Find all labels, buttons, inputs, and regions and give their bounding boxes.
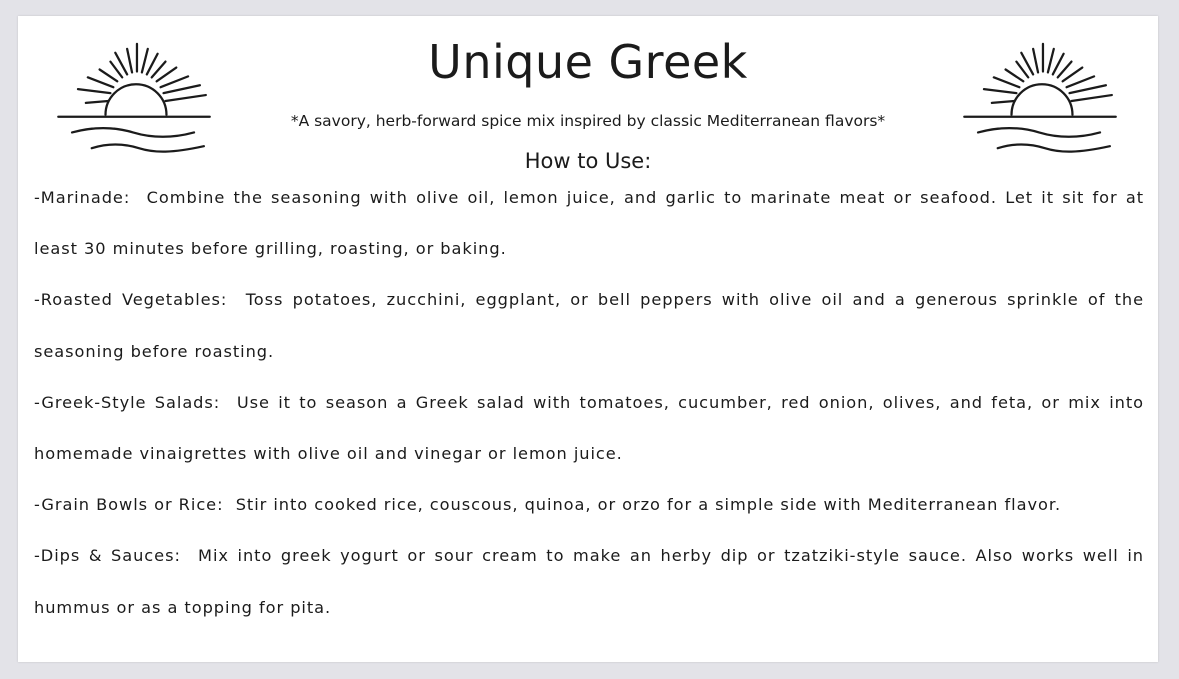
step-text: Stir into cooked rice, couscous, quinoa, or orzo for a simple side with Mediterranean flavor. (235, 495, 1062, 515)
step-text: Toss potatoes, zucchini, eggplant, or bell peppers with olive oil and a generous sprinkle of the seasoning before roasting. (34, 290, 1144, 361)
step-text: Combine the seasoning with olive oil, lemon juice, and garlic to marinate meat or seafood. Let it sit for at least 30 minutes before grilling, roasting, or baking. (34, 188, 1144, 259)
step-text: Use it to season a Greek salad with tomatoes, cucumber, red onion, olives, and feta, or mix into homemade vinaigrettes with olive oil and vinegar or lemon juice. (34, 392, 1145, 464)
step-grain-bowls (34, 479, 1144, 530)
step-label: -Grain Bowls or Rice: (34, 495, 236, 515)
step-marinade (34, 172, 1144, 274)
page-title: Unique Greek (428, 35, 748, 89)
recipe-card (18, 16, 1158, 662)
step-label: -Dips & Sauces: (34, 546, 199, 566)
step-label: -Roasted Vegetables: (34, 290, 246, 310)
how-to-heading: How to Use: (524, 149, 652, 173)
step-greek-style-salads (34, 377, 1144, 479)
step-dips-sauces (34, 530, 1144, 632)
usage-list (34, 172, 1144, 633)
step-label: -Marinade: (34, 188, 147, 207)
tagline: *A savory, herb-forward spice mix inspired by classic Mediterranean flavors* (290, 112, 886, 130)
step-label: -Greek-Style Salads: (34, 392, 237, 412)
step-text: Mix into greek yogurt or sour cream to make an herby dip or tzatziki-style sauce. Also works well in hummus or as a topping for pita. (34, 546, 1144, 617)
step-roasted-vegetables (34, 274, 1144, 376)
